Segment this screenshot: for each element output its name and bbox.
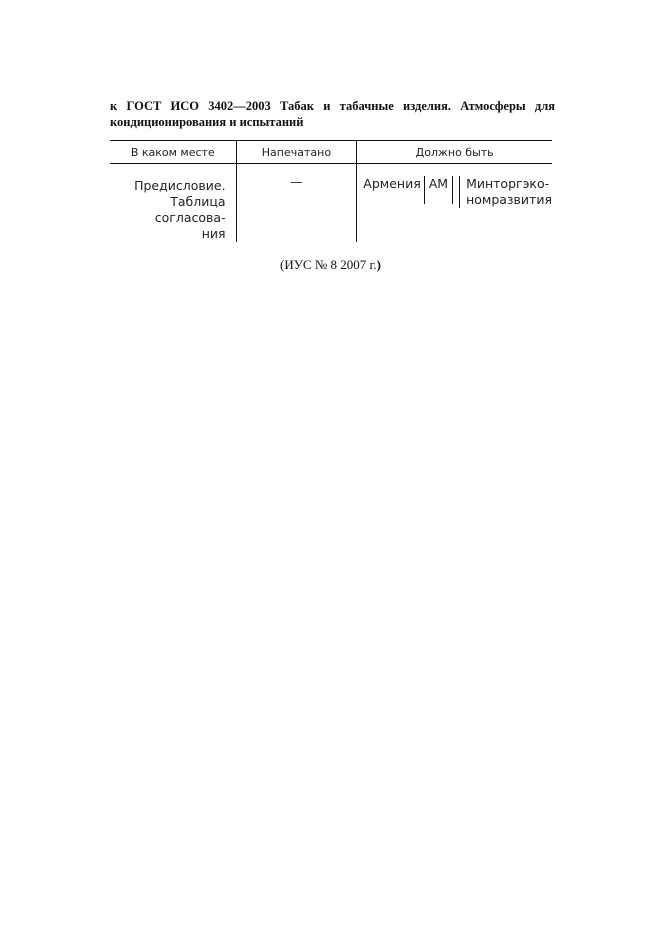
amendment-heading <box>110 98 555 130</box>
source-reference-close: ) <box>376 257 381 272</box>
country-code: AM <box>424 176 453 204</box>
location-line-2: Таблица согласова- <box>154 194 226 225</box>
organization-name <box>459 176 552 208</box>
cell-should-be <box>357 164 552 243</box>
column-header-should-be: Должно быть <box>357 141 552 164</box>
cell-printed <box>236 164 357 243</box>
table-header-row <box>110 141 552 164</box>
country-name: Армения <box>363 176 421 191</box>
source-reference <box>0 257 661 273</box>
heading-line-2: кондиционирования и испытаний <box>110 115 304 129</box>
corrections-table <box>110 140 552 242</box>
organization-line-2: номразвития <box>466 192 552 207</box>
location-line-3: ния <box>201 226 226 241</box>
location-line-1: Предисловие. <box>134 178 226 193</box>
column-header-location: В каком месте <box>110 141 236 164</box>
cell-location <box>110 164 236 243</box>
column-header-printed: Напечатано <box>236 141 357 164</box>
source-reference-text: (ИУС № 8 2007 г. <box>280 257 377 272</box>
organization-line-1: Минторгэко- <box>466 176 550 191</box>
table-row <box>110 164 552 243</box>
printed-value: — <box>290 174 303 189</box>
heading-line-1: к ГОСТ ИСО 3402—2003 Табак и табачные изделия. Атмосферы для <box>110 99 555 113</box>
